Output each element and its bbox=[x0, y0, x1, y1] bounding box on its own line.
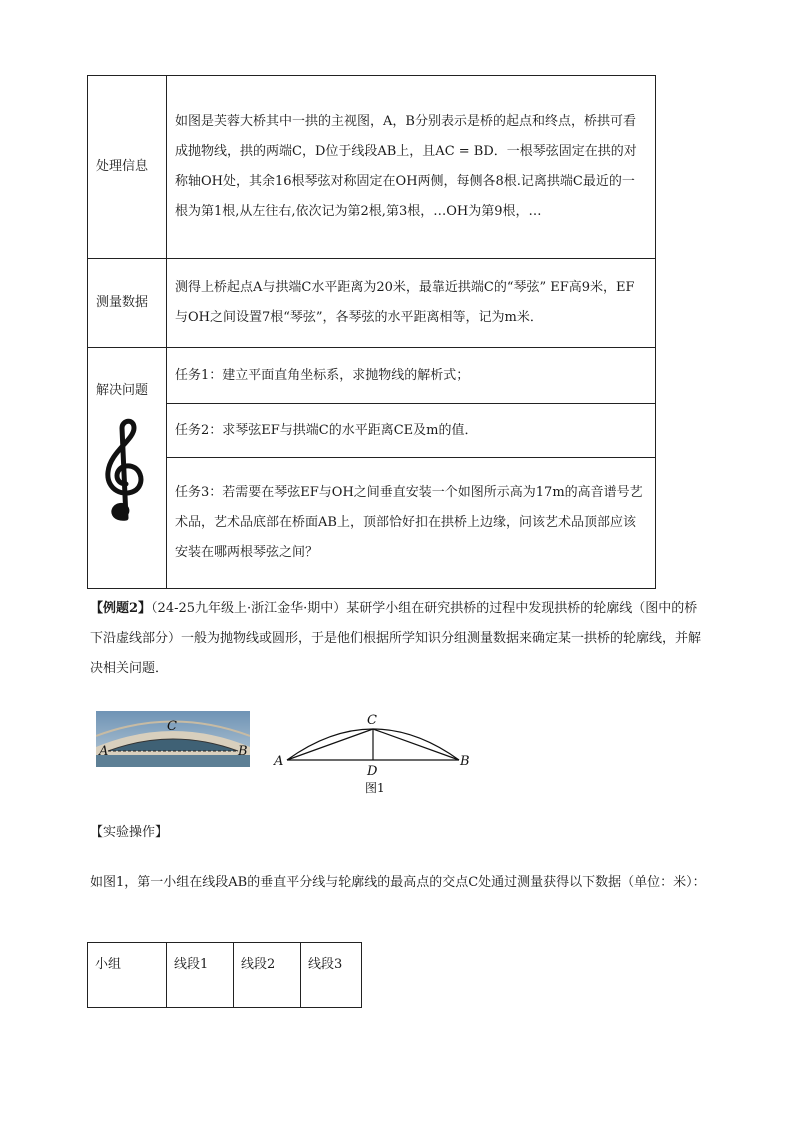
table-header-row bbox=[88, 943, 362, 1008]
figure-caption: 图1 bbox=[365, 781, 385, 795]
example-2-paragraph: 【例题2】（24-25九年级上·浙江金华·期中）某研学小组在研究拱桥的过程中发现拱桥的轮廓线（图中的桥下沿虚线部分）一般为抛物线或圆形，于是他们根据所学知识分组测量数据来确定某一拱桥的轮廓线，并解决相关问题． bbox=[90, 601, 702, 676]
row-label: 处理信息 bbox=[88, 76, 167, 259]
table-row bbox=[88, 259, 656, 348]
figure-1 bbox=[270, 708, 480, 800]
fig-label-b: B bbox=[460, 754, 470, 769]
task-table bbox=[87, 75, 656, 589]
row-label: 测量数据 bbox=[88, 259, 167, 348]
fig-label-a: A bbox=[274, 754, 284, 769]
task-2: 任务2：求琴弦EF与拱端C的水平距离CE及m的值． bbox=[167, 404, 656, 458]
table-row bbox=[88, 404, 656, 458]
task-1: 任务1：建立平面直角坐标系，求抛物线的解析式； bbox=[167, 348, 656, 404]
row-label: 解决问题 bbox=[88, 348, 167, 589]
row-content: 测得上桥起点A与拱端C水平距离为20米，最靠近拱端C的“琴弦” EF高9米，EF与OH之间设置7根“琴弦”，各琴弦的水平距离相等，记为m米． bbox=[167, 259, 656, 348]
fig-label-c: C bbox=[367, 713, 377, 728]
fig-label-d: D bbox=[367, 764, 378, 779]
table-row bbox=[88, 348, 656, 404]
header-cell: 线段2 bbox=[234, 943, 301, 1008]
treble-clef-icon bbox=[96, 418, 152, 523]
table-row bbox=[88, 76, 656, 259]
data-table bbox=[87, 942, 362, 1008]
photo-label-a: A bbox=[99, 744, 109, 759]
task-3: 任务3：若需要在琴弦EF与OH之间垂直安装一个如图所示高为17m的高音谱号艺术品，艺术品底部在桥面AB上，顶部恰好扣在拱桥上边缘，问该艺术品顶部应该安装在哪两根琴弦之间？ bbox=[167, 458, 656, 589]
photo-label-c: C bbox=[167, 719, 177, 734]
header-cell: 线段1 bbox=[167, 943, 234, 1008]
header-cell: 线段3 bbox=[301, 943, 362, 1008]
experiment-heading: 【实验操作】 bbox=[90, 825, 169, 840]
photo-label-b: B bbox=[238, 744, 248, 759]
table-row bbox=[88, 458, 656, 589]
row-content: 如图是芙蓉大桥其中一拱的主视图，A，B分别表示是桥的起点和终点，桥拱可看成抛物线，拱的两端C，D位于线段AB上，且AC = BD．一根琴弦固定在拱的对称轴OH处，其余16根琴弦对称固定在OH两侧，每侧各8根.记离拱端C最近的一根为第1根,从左往右,依次记为第2根,第3根，…OH为第9根，… bbox=[167, 76, 656, 259]
experiment-paragraph: 如图1，第一小组在线段AB的垂直平分线与轮廓线的最高点的交点C处通过测量获得以下数据（单位：米）： bbox=[90, 875, 706, 890]
header-cell: 小组 bbox=[88, 943, 167, 1008]
bridge-photo bbox=[96, 711, 250, 767]
